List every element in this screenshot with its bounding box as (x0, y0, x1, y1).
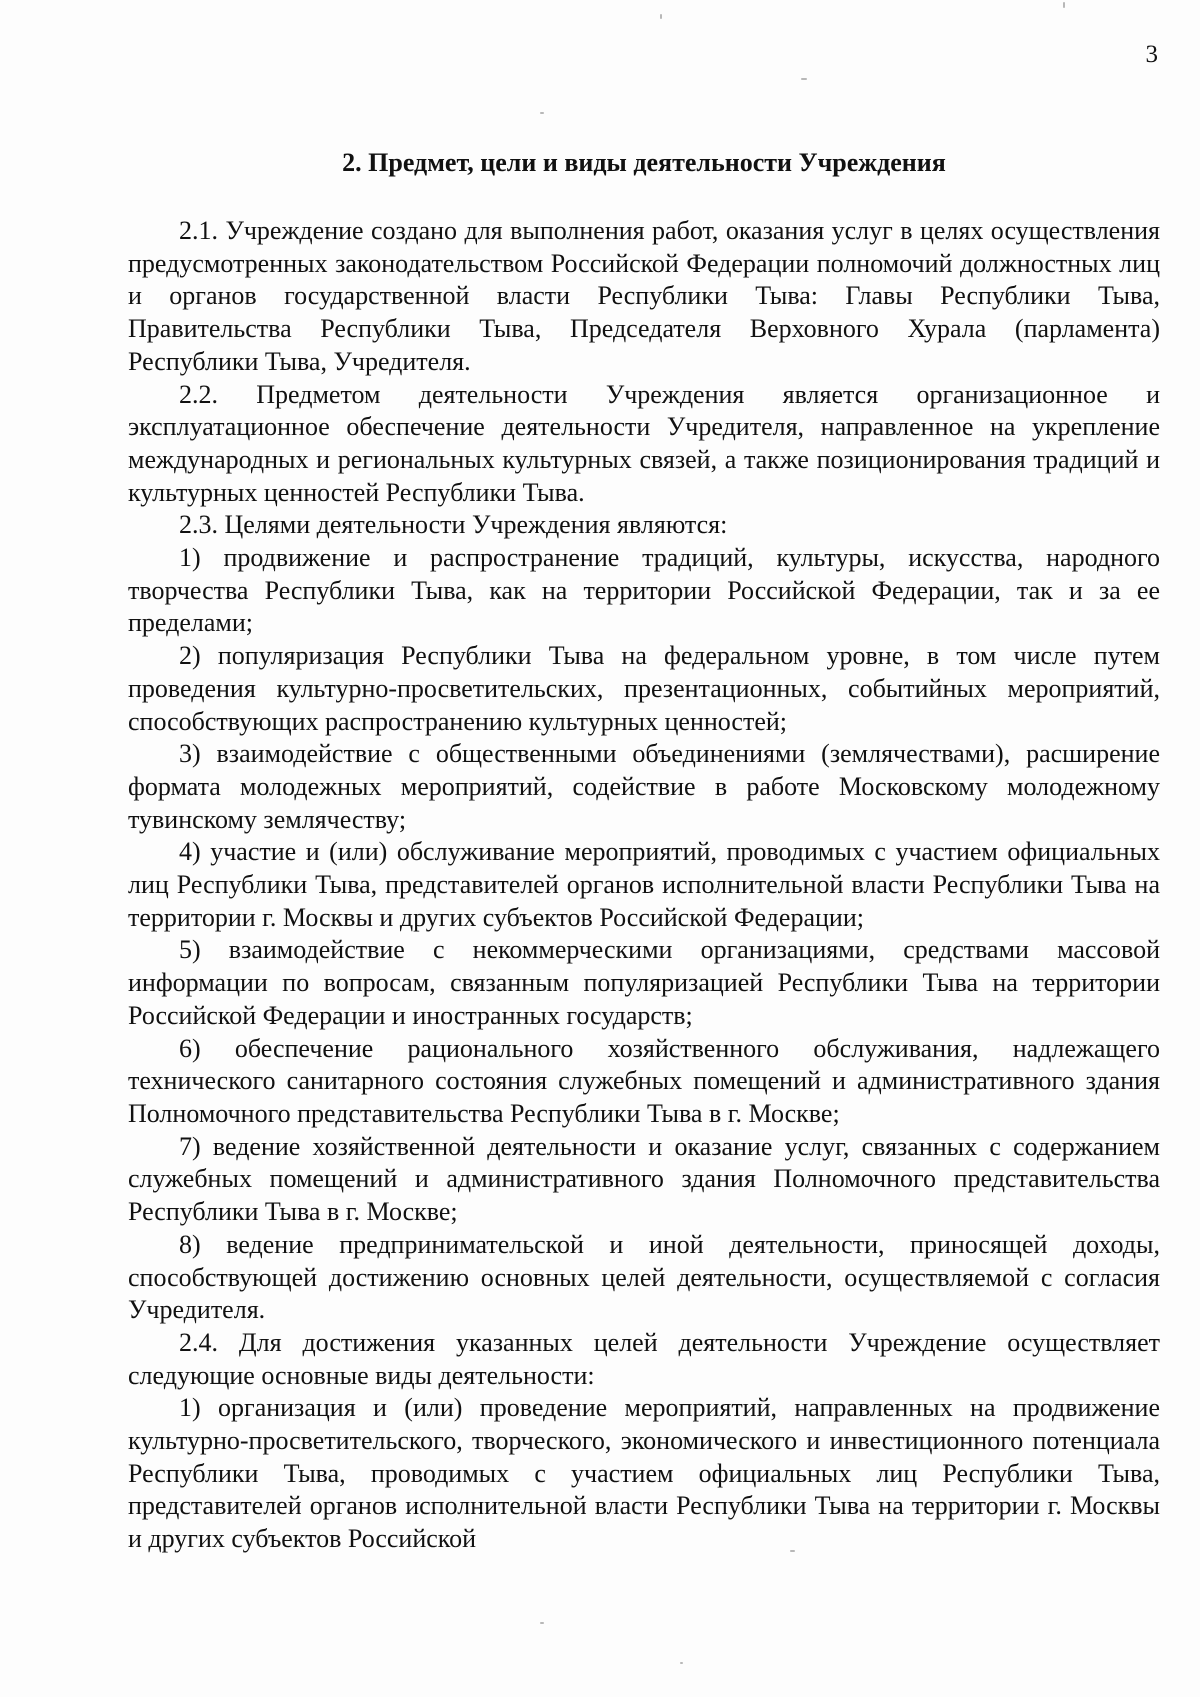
scan-speck (680, 1662, 683, 1664)
goal-item-8: 8) ведение предпринимательской и иной деятельности, приносящей доходы, способствующей достижению основных целей деятельности, осуществляемой с согласия Учредителя. (128, 1229, 1160, 1325)
goal-item-4: 4) участие и (или) обслуживание мероприятий, проводимых с участием официальных лиц Республики Тыва, представителей органов исполнительной власти Республики Тыва на территории г. Москвы и других субъектов Российской Федерации; (128, 837, 1160, 932)
page-number: 3 (1145, 41, 1158, 68)
document-body (128, 147, 1160, 1556)
goal-item-1: 1) продвижение и распространение традиций, культуры, искусства, народного творчества Республики Тыва, как на территории Российской Федерации, так и за ее пределами; (128, 543, 1160, 638)
goal-item-5: 5) взаимодействие с некоммерческими организациями, средствами массовой информации по вопросам, связанным популяризацией Республики Тыва на территории Российской Федерации и иностранных государств; (128, 935, 1160, 1030)
paragraph-2-3: 2.3. Целями деятельности Учреждения являются: (179, 510, 728, 540)
section-title: 2. Предмет, цели и виды деятельности Учреждения (342, 148, 946, 177)
scan-speck (801, 78, 807, 80)
paragraph-2-2: 2.2. Предметом деятельности Учреждения является организационное и эксплуатационное обеспечение деятельности Учредителя, направленное на укрепление международных и региональных культурных связей, а также позиционирования традиций и культурных ценностей Республики Тыва. (128, 379, 1160, 507)
goal-item-6: 6) обеспечение рационального хозяйственного обслуживания, надлежащего технического санитарного состояния служебных помещений и административного здания Полномочного представительства Республики Тыва в г. Москве; (128, 1033, 1160, 1128)
activity-item-1: 1) организация и (или) проведение мероприятий, направленных на продвижение культурно-просветительского, творческого, экономического и инвестиционного потенциала Республики Тыва, проводимых с участием официальных лиц Республики Тыва, представителей органов исполнительной власти Республики Тыва на территории г. Москвы и других субъектов Российской (128, 1393, 1160, 1554)
scan-speck (660, 14, 662, 19)
scan-speck (1063, 2, 1065, 8)
scan-speck (540, 1622, 544, 1624)
paragraph-2-4: 2.4. Для достижения указанных целей деятельности Учреждение осуществляет следующие основные виды деятельности: (128, 1327, 1160, 1390)
goal-item-3: 3) взаимодействие с общественными объединениями (землячествами), расширение формата молодежных мероприятий, содействие в работе Московскому молодежному тувинскому землячеству; (128, 739, 1160, 834)
goal-item-2: 2) популяризация Республики Тыва на федеральном уровне, в том числе путем проведения культурно-просветительских, презентационных, событийных мероприятий, способствующих распространению культурных ценностей; (128, 641, 1160, 736)
paragraph-2-1: 2.1. Учреждение создано для выполнения работ, оказания услуг в целях осуществления предусмотренных законодательством Российской Федерации полномочий должностных лиц и органов государственной власти Республики Тыва: Главы Республики Тыва, Правительства Республики Тыва, Председателя Верховного Хурала (парламента) Республики Тыва, Учредителя. (128, 216, 1160, 376)
scan-speck (540, 112, 544, 114)
goal-item-7: 7) ведение хозяйственной деятельности и оказание услуг, связанных с содержанием служебных помещений и административного здания Полномочного представительства Республики Тыва в г. Москве; (128, 1131, 1160, 1227)
